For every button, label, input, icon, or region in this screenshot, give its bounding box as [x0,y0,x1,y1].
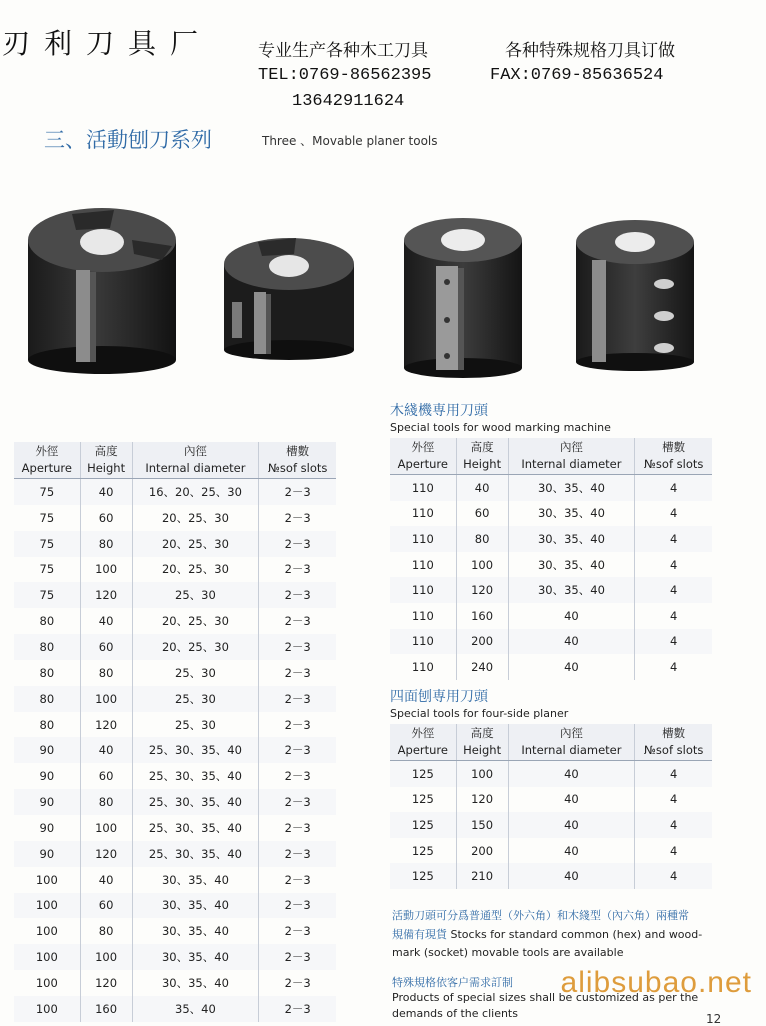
cell-internal-diameter: 20、25、30 [132,557,259,583]
col-aperture [390,724,456,761]
slogan-production: 专业生产各种木工刀具 [258,41,428,61]
cell-slots: 4 [635,787,712,813]
custom-note-en: Products of special sizes shall be customized as per the [392,991,699,1004]
cell-internal-diameter: 30、35、40 [508,552,635,578]
cell-height: 60 [456,501,508,527]
cell-height: 150 [456,812,508,838]
table-header-row [390,438,712,475]
cell-internal-diameter: 40 [508,629,635,655]
cell-slots: 4 [635,654,712,680]
cell-internal-diameter: 16、20、25、30 [132,479,259,505]
header-cn: 內徑 [559,726,583,740]
col-internal-diameter [508,724,635,761]
header-en: №sof slots [643,457,704,471]
custom-note-en-2: demands of the clients [392,1007,518,1020]
planer-head-image-2 [218,232,360,362]
cell-aperture: 75 [39,562,55,577]
header-en: Aperture [397,457,448,471]
cell-internal-diameter: 25、30、35、40 [132,737,259,763]
cell-internal-diameter: 25、30 [132,686,259,712]
cell-slots: 2－3 [259,479,336,505]
cell-internal-diameter: 40 [508,761,635,787]
mobile-number: 13642911624 [292,92,405,111]
col-slots [259,442,336,479]
cell-slots: 2－3 [259,763,336,789]
cell-internal-diameter: 25、30、35、40 [132,815,259,841]
wood-table-title-cn: 木綫機専用刀頭 [390,403,488,419]
cell-slots: 4 [635,812,712,838]
header-en: №sof slots [267,461,328,475]
cell-aperture: 75 [14,479,80,505]
cell-aperture: 125 [411,792,434,807]
table-row [390,838,712,864]
cell-slots: 2－3 [259,712,336,738]
cell-internal-diameter: 40 [508,787,635,813]
cell-aperture: 90 [14,841,80,867]
table-row [390,863,712,889]
cell-slots: 4 [635,761,712,787]
custom-note-cn: 特殊規格依客户需求訂制 [392,976,513,989]
header-en: №sof slots [643,743,704,757]
cell-internal-diameter: 25、30 [132,660,259,686]
cell-height: 200 [456,838,508,864]
col-aperture [390,438,456,475]
cell-internal-diameter: 40 [508,603,635,629]
cell-slots: 4 [635,838,712,864]
header-cn: 高度 [94,444,118,458]
cell-internal-diameter: 30、35、40 [508,475,635,501]
cell-internal-diameter: 30、35、40 [132,918,259,944]
table-row [390,761,712,787]
cell-height: 60 [80,763,132,789]
cell-aperture: 110 [411,557,434,572]
table-row [390,812,712,838]
cell-aperture: 80 [39,717,55,732]
table-row [14,686,336,712]
cell-slots: 2－3 [259,737,336,763]
cell-slots: 4 [635,475,712,501]
cell-aperture: 100 [35,924,58,939]
cell-height: 120 [80,582,132,608]
table-row [14,531,336,557]
cell-aperture: 80 [14,634,80,660]
col-height [456,438,508,475]
cell-internal-diameter: 30、35、40 [132,944,259,970]
movable-planer-spec-table [14,442,336,1022]
cell-aperture: 90 [39,820,55,835]
planer-head-image-1 [22,200,182,375]
slogan-custom: 各种特殊规格刀具订做 [505,41,675,61]
cell-aperture: 90 [39,769,55,784]
four-side-table-title-en: Special tools for four-side planer [390,707,569,720]
header-en: Height [463,457,502,471]
cell-slots: 2－3 [259,634,336,660]
col-height [80,442,132,479]
stock-note-cn-2: 規備有現貨 [392,928,447,941]
table-body [390,761,712,889]
header-en: Internal diameter [521,457,622,471]
cell-aperture: 125 [390,761,456,787]
table-row [390,552,712,578]
table-row [14,660,336,686]
cell-aperture: 100 [14,893,80,919]
table-header-row [14,442,336,479]
col-internal-diameter [508,438,635,475]
cell-internal-diameter: 40 [508,863,635,889]
cell-aperture: 80 [14,686,80,712]
cell-internal-diameter: 20、25、30 [132,505,259,531]
cell-height: 100 [456,552,508,578]
stock-note-en: Stocks for standard common (hex) and wood- [450,928,703,941]
table-row [390,526,712,552]
cell-internal-diameter: 30、35、40 [132,867,259,893]
cell-slots: 2－3 [259,970,336,996]
cell-slots: 4 [635,603,712,629]
cell-height: 160 [80,996,132,1022]
table-body [390,475,712,680]
cell-height: 100 [80,815,132,841]
table-row [14,815,336,841]
header-cn: 槽數 [662,440,686,454]
cell-internal-diameter: 20、25、30 [132,634,259,660]
cell-aperture: 125 [390,863,456,889]
cell-aperture: 80 [39,665,55,680]
col-aperture [14,442,80,479]
cell-slots: 2－3 [259,996,336,1022]
table-row [14,505,336,531]
col-height [456,724,508,761]
table-row [14,789,336,815]
cell-slots: 2－3 [259,815,336,841]
fax: FAX:0769-85636524 [490,66,664,85]
cell-aperture: 110 [390,577,456,603]
table-row [14,893,336,919]
cell-internal-diameter: 30、35、40 [508,501,635,527]
cell-slots: 2－3 [259,893,336,919]
header-cn: 高度 [470,726,494,740]
header-cn: 內徑 [559,440,583,454]
cell-internal-diameter: 35、40 [132,996,259,1022]
cell-height: 80 [80,531,132,557]
stock-note-en-2: mark (socket) movable tools are available [392,946,624,959]
table-row [390,475,712,501]
company-name: 刃利刀具厂 [2,27,213,60]
cell-height: 80 [80,660,132,686]
cell-height: 60 [80,893,132,919]
cell-height: 100 [80,686,132,712]
cell-height: 100 [80,944,132,970]
cell-height: 80 [456,526,508,552]
table-header-row [390,724,712,761]
cell-aperture: 90 [14,737,80,763]
header-cn: 外徑 [35,444,59,458]
cell-slots: 4 [635,501,712,527]
cell-aperture: 90 [14,789,80,815]
table-row [390,629,712,655]
table-row [14,970,336,996]
table-row [14,582,336,608]
table-row [390,577,712,603]
cell-aperture: 110 [390,629,456,655]
table-row [14,996,336,1022]
table-row [14,608,336,634]
col-internal-diameter [132,442,259,479]
cell-internal-diameter: 20、25、30 [132,531,259,557]
cell-slots: 4 [635,863,712,889]
cell-height: 40 [80,737,132,763]
cell-aperture: 110 [390,526,456,552]
four-side-planer-spec-table [390,724,712,889]
table-row [390,501,712,527]
cell-aperture: 100 [35,872,58,887]
header-en: Height [87,461,126,475]
header-en: Aperture [397,743,448,757]
cell-internal-diameter: 30、35、40 [508,577,635,603]
cell-internal-diameter: 25、30、35、40 [132,763,259,789]
cell-height: 160 [456,603,508,629]
cell-aperture: 110 [390,475,456,501]
cell-height: 100 [80,557,132,583]
cell-slots: 2－3 [259,608,336,634]
cell-height: 120 [80,841,132,867]
cell-height: 120 [80,712,132,738]
cell-aperture: 110 [411,659,434,674]
telephone: TEL:0769-86562395 [258,66,432,85]
cell-internal-diameter: 30、35、40 [132,893,259,919]
planer-head-image-4 [570,212,700,372]
table-row [14,867,336,893]
cell-internal-diameter: 25、30 [132,712,259,738]
cell-height: 40 [80,479,132,505]
cell-internal-diameter: 30、35、40 [132,970,259,996]
cell-height: 200 [456,629,508,655]
cell-aperture: 125 [411,843,434,858]
site-watermark: alibsubao.net [560,966,752,999]
cell-height: 60 [80,505,132,531]
table-row [14,712,336,738]
table-row [14,918,336,944]
cell-height: 80 [80,789,132,815]
cell-internal-diameter: 25、30、35、40 [132,789,259,815]
cell-height: 40 [80,608,132,634]
cell-height: 120 [80,970,132,996]
cell-internal-diameter: 40 [508,654,635,680]
cell-slots: 2－3 [259,944,336,970]
header-cn: 高度 [470,440,494,454]
cell-aperture: 100 [14,944,80,970]
header-cn: 外徑 [411,726,435,740]
cell-height: 120 [456,577,508,603]
section-title-en: Three 、Movable planer tools [262,134,438,148]
cell-aperture: 80 [39,614,55,629]
stock-note-line-2 [392,926,702,942]
table-row [14,944,336,970]
cell-slots: 2－3 [259,867,336,893]
cell-slots: 2－3 [259,505,336,531]
header-cn: 內徑 [183,444,207,458]
cell-height: 80 [80,918,132,944]
table-row [14,841,336,867]
cell-aperture: 110 [411,608,434,623]
cell-slots: 4 [635,552,712,578]
header-cn: 槽數 [662,726,686,740]
table-row [14,763,336,789]
header-en: Height [463,743,502,757]
cell-aperture: 75 [39,510,55,525]
cell-internal-diameter: 20、25、30 [132,608,259,634]
stock-note-cn: 活動刀頭可分爲普通型（外六角）和木綫型（內六角）兩種常 [392,909,689,922]
cell-slots: 2－3 [259,918,336,944]
cell-aperture: 75 [14,582,80,608]
header-en: Aperture [21,461,72,475]
cell-height: 100 [456,761,508,787]
table-row [14,479,336,505]
cell-height: 60 [80,634,132,660]
cell-aperture: 125 [390,812,456,838]
cell-internal-diameter: 30、35、40 [508,526,635,552]
cell-internal-diameter: 25、30、35、40 [132,841,259,867]
cell-internal-diameter: 25、30 [132,582,259,608]
cell-slots: 2－3 [259,660,336,686]
header-en: Internal diameter [145,461,246,475]
section-title-cn: 三、活動刨刀系列 [44,128,212,152]
cell-slots: 2－3 [259,686,336,712]
table-row [14,557,336,583]
table-row [390,787,712,813]
wood-marking-spec-table [390,438,712,680]
header-cn: 外徑 [411,440,435,454]
cell-slots: 2－3 [259,582,336,608]
cell-slots: 2－3 [259,557,336,583]
cell-slots: 2－3 [259,789,336,815]
page-number: 12 [706,1012,722,1026]
cell-internal-diameter: 40 [508,812,635,838]
cell-height: 120 [456,787,508,813]
cell-slots: 4 [635,526,712,552]
cell-aperture: 100 [14,996,80,1022]
planer-head-image-3 [398,210,528,378]
table-row [390,654,712,680]
cell-slots: 2－3 [259,841,336,867]
cell-internal-diameter: 40 [508,838,635,864]
cell-height: 40 [456,475,508,501]
table-body [14,479,336,1022]
table-row [14,737,336,763]
cell-slots: 2－3 [259,531,336,557]
cell-aperture: 100 [35,975,58,990]
table-row [390,603,712,629]
cell-height: 240 [456,654,508,680]
four-side-table-title-cn: 四面刨専用刀頭 [390,689,488,705]
cell-aperture: 110 [411,506,434,521]
col-slots [635,438,712,475]
wood-table-title-en: Special tools for wood marking machine [390,421,611,434]
cell-aperture: 75 [14,531,80,557]
table-row [14,634,336,660]
header-cn: 槽數 [286,444,310,458]
col-slots [635,724,712,761]
cell-height: 40 [80,867,132,893]
header-en: Internal diameter [521,743,622,757]
cell-slots: 4 [635,629,712,655]
cell-height: 210 [456,863,508,889]
cell-slots: 4 [635,577,712,603]
